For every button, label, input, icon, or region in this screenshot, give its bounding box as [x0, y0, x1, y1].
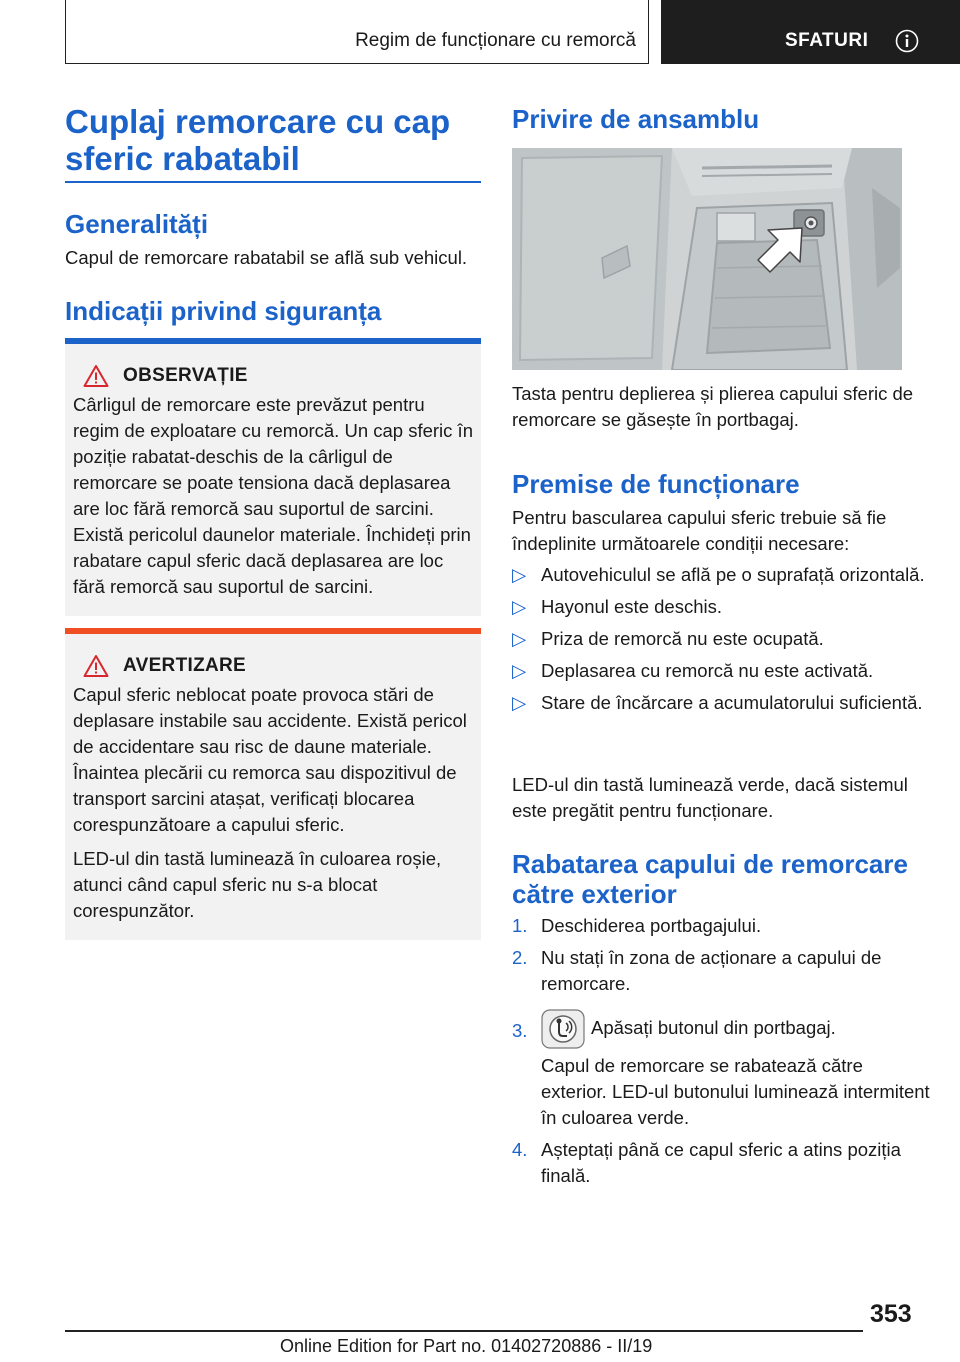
- overview-heading: Privire de ansamblu: [512, 104, 760, 134]
- warning-label: AVERTIZARE: [123, 655, 246, 676]
- steps-list: [512, 913, 930, 1195]
- warning-text-1: Capul sferic neblocat poate provoca stări de deplasare instabile sau accidente. Există pericol de accidentare sau risc de daune materiale. Înaintea plecării cu remorca sau dispozitivul de transport sarcini atașat, verificați blocarea corespunzătoare a capului sferic.: [73, 684, 467, 835]
- footer-rule: [65, 1330, 863, 1332]
- list-item: 4. Așteptați până ce capul sferic a atins poziția finală.: [512, 1139, 901, 1186]
- page-number: 353: [870, 1300, 912, 1328]
- bullet-triangle-icon: ▷: [512, 628, 527, 649]
- list-item: 2. Nu stați în zona de acționare a capului de remorcare.: [512, 947, 882, 994]
- bullet-triangle-icon: ▷: [512, 692, 527, 713]
- bullet-triangle-icon: ▷: [512, 660, 527, 681]
- header-section-title: Regim de funcționare cu remorcă: [355, 30, 636, 51]
- footer-edition: Online Edition for Part no. 01402720886 - II/19: [280, 1336, 653, 1356]
- list-item: ▷ Priza de remorcă nu este ocupată.: [512, 626, 930, 652]
- image-caption: Tasta pentru deplierea și plierea capului sferic de remorcare se găsește în portbagaj.: [512, 383, 914, 430]
- step-number: 4.: [512, 1139, 528, 1160]
- notice-text: Cârligul de remorcare este prevăzut pentru regim de exploatare cu remorcă. Un cap sferic în poziție rabatat-deschis de la cârligul de remorcare se poate tensiona dacă deplasarea are loc fără remorcă sau suportul de sarcini. Există pericolul daunelor materiale. Închideți prin rabatare capul sferic dacă deplasarea are loc fără remorcă sau suportul de sarcini.: [73, 394, 473, 597]
- header-tag: SFATURI: [785, 30, 869, 51]
- safety-heading: Indicații privind siguranța: [65, 296, 382, 326]
- step-number: 1.: [512, 915, 528, 936]
- header-section-box: [65, 0, 649, 64]
- warning-triangle-icon: [83, 364, 109, 388]
- list-item: 1. Deschiderea portbagajului.: [512, 913, 930, 939]
- led-text: LED-ul din tastă luminează verde, dacă sistemul este pregătit pentru funcționare.: [512, 774, 908, 821]
- notice-box: [65, 344, 481, 616]
- prereq-intro: Pentru bascularea capului sferic trebuie să fie îndeplinite următoarele condiții necesare:: [512, 507, 887, 554]
- tow-hitch-button-icon: [541, 1009, 585, 1049]
- bullet-triangle-icon: ▷: [512, 564, 527, 585]
- prereq-heading: Premise de funcționare: [512, 469, 800, 499]
- general-heading: Generalități: [65, 209, 209, 239]
- trunk-illustration: [512, 148, 902, 370]
- title-rule: [65, 181, 481, 183]
- step-number: 2.: [512, 947, 528, 968]
- step-3-result: Capul de remorcare se rabatează către exterior. LED-ul butonului luminează intermitent în culoarea verde.: [541, 1055, 930, 1128]
- list-item: ▷ Deplasarea cu remorcă nu este activată.: [512, 658, 930, 684]
- warning-triangle-icon: [83, 654, 109, 678]
- list-item: 3. Apăsați butonul din portbagaj. Capul de remorcare se rabatează către exterior. LED-ul butonului luminează intermitent în culoarea verde.: [512, 1009, 930, 1131]
- list-item: ▷ Autovehiculul se află pe o suprafață orizontală.: [512, 562, 930, 588]
- info-icon: [895, 29, 919, 53]
- prereq-list: [512, 562, 930, 722]
- list-item: ▷ Stare de încărcare a acumulatorului suficientă.: [512, 690, 930, 716]
- general-text: Capul de remorcare rabatabil se află sub vehicul.: [65, 247, 468, 268]
- step-number: 3.: [512, 1020, 528, 1041]
- bullet-triangle-icon: ▷: [512, 596, 527, 617]
- list-item: ▷ Hayonul este deschis.: [512, 594, 930, 620]
- page-title: Cuplaj remorcare cu cap sferic rabatabil: [65, 103, 451, 177]
- warning-box: [65, 634, 481, 940]
- notice-label: OBSERVAȚIE: [123, 365, 248, 386]
- fold-heading: Rabatarea capului de remorcare către exterior: [512, 849, 908, 909]
- warning-text-2: LED-ul din tastă luminează în culoarea roșie, atunci când capul sferic nu s-a blocat corespunzător.: [73, 848, 442, 921]
